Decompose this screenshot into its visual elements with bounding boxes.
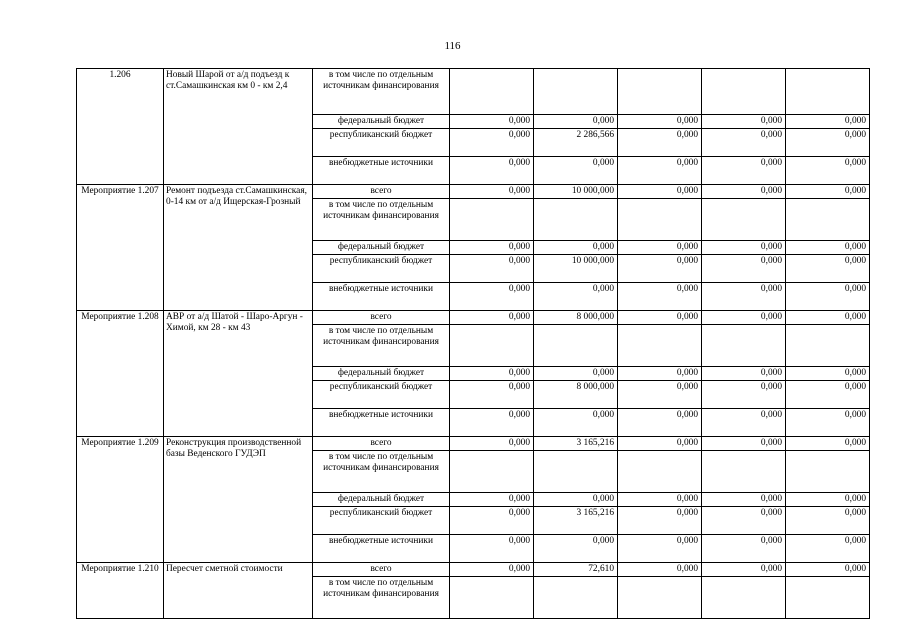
amount-cell: 0,000 bbox=[534, 157, 618, 185]
funding-source-cell: всего bbox=[313, 185, 450, 199]
amount-cell: 0,000 bbox=[618, 535, 702, 563]
amount-cell: 10 000,000 bbox=[534, 255, 618, 283]
amount-cell bbox=[450, 199, 534, 241]
amount-cell: 0,000 bbox=[618, 311, 702, 325]
amount-cell: 0,000 bbox=[534, 493, 618, 507]
measure-id-cell: Мероприятие 1.209 bbox=[77, 437, 164, 563]
amount-cell: 0,000 bbox=[618, 129, 702, 157]
funding-source-cell: республиканский бюджет bbox=[313, 255, 450, 283]
amount-cell: 0,000 bbox=[702, 185, 786, 199]
funding-source-cell: внебюджетные источники bbox=[313, 283, 450, 311]
amount-cell: 0,000 bbox=[534, 241, 618, 255]
amount-cell: 0,000 bbox=[702, 241, 786, 255]
amount-cell: 0,000 bbox=[786, 437, 870, 451]
amount-cell: 2 286,566 bbox=[534, 129, 618, 157]
funding-source-cell: в том числе по отдельным источникам финансирования bbox=[313, 69, 450, 115]
amount-cell: 0,000 bbox=[450, 311, 534, 325]
amount-cell: 0,000 bbox=[450, 535, 534, 563]
amount-cell bbox=[534, 325, 618, 367]
measure-name-cell: Ремонт подъезда ст.Самашкинская, 0-14 км от а/д Ищерская-Грозный bbox=[164, 185, 313, 311]
amount-cell bbox=[534, 577, 618, 619]
amount-cell bbox=[786, 325, 870, 367]
amount-cell: 0,000 bbox=[450, 255, 534, 283]
table-row bbox=[77, 311, 870, 325]
table-row bbox=[77, 185, 870, 199]
amount-cell bbox=[786, 451, 870, 493]
amount-cell bbox=[786, 577, 870, 619]
amount-cell: 0,000 bbox=[702, 283, 786, 311]
amount-cell: 0,000 bbox=[702, 157, 786, 185]
amount-cell: 3 165,216 bbox=[534, 437, 618, 451]
amount-cell: 0,000 bbox=[702, 367, 786, 381]
amount-cell bbox=[618, 69, 702, 115]
amount-cell: 0,000 bbox=[786, 129, 870, 157]
amount-cell bbox=[702, 325, 786, 367]
amount-cell: 0,000 bbox=[618, 157, 702, 185]
amount-cell bbox=[618, 451, 702, 493]
funding-source-cell: внебюджетные источники bbox=[313, 535, 450, 563]
table-row bbox=[77, 437, 870, 451]
amount-cell: 3 165,216 bbox=[534, 507, 618, 535]
amount-cell bbox=[786, 199, 870, 241]
amount-cell bbox=[702, 199, 786, 241]
amount-cell: 0,000 bbox=[618, 437, 702, 451]
funding-source-cell: в том числе по отдельным источникам финансирования bbox=[313, 577, 450, 619]
amount-cell bbox=[534, 451, 618, 493]
amount-cell: 0,000 bbox=[450, 283, 534, 311]
amount-cell bbox=[786, 69, 870, 115]
amount-cell: 0,000 bbox=[534, 535, 618, 563]
amount-cell: 8 000,000 bbox=[534, 381, 618, 409]
amount-cell: 0,000 bbox=[450, 437, 534, 451]
amount-cell: 0,000 bbox=[450, 157, 534, 185]
amount-cell bbox=[618, 199, 702, 241]
amount-cell bbox=[534, 199, 618, 241]
measure-id-cell: 1.206 bbox=[77, 69, 164, 185]
table-row bbox=[77, 563, 870, 577]
amount-cell: 0,000 bbox=[786, 507, 870, 535]
amount-cell: 0,000 bbox=[534, 367, 618, 381]
amount-cell: 0,000 bbox=[786, 185, 870, 199]
amount-cell: 0,000 bbox=[618, 185, 702, 199]
amount-cell: 0,000 bbox=[450, 115, 534, 129]
amount-cell: 0,000 bbox=[534, 409, 618, 437]
amount-cell: 0,000 bbox=[702, 507, 786, 535]
measure-name-cell: Новый Шарой от а/д подъезд к ст.Самашкинская км 0 - км 2,4 bbox=[164, 69, 313, 185]
amount-cell: 0,000 bbox=[618, 563, 702, 577]
amount-cell: 0,000 bbox=[786, 157, 870, 185]
funding-source-cell: внебюджетные источники bbox=[313, 157, 450, 185]
amount-cell: 0,000 bbox=[618, 367, 702, 381]
financing-table bbox=[76, 68, 870, 619]
funding-source-cell: в том числе по отдельным источникам финансирования bbox=[313, 451, 450, 493]
funding-source-cell: республиканский бюджет bbox=[313, 129, 450, 157]
amount-cell: 0,000 bbox=[450, 185, 534, 199]
amount-cell: 0,000 bbox=[534, 115, 618, 129]
funding-source-cell: всего bbox=[313, 563, 450, 577]
amount-cell: 0,000 bbox=[618, 115, 702, 129]
funding-source-cell: республиканский бюджет bbox=[313, 507, 450, 535]
amount-cell: 0,000 bbox=[618, 283, 702, 311]
amount-cell bbox=[702, 69, 786, 115]
amount-cell: 10 000,000 bbox=[534, 185, 618, 199]
amount-cell bbox=[450, 577, 534, 619]
amount-cell: 0,000 bbox=[786, 241, 870, 255]
amount-cell: 0,000 bbox=[534, 283, 618, 311]
amount-cell: 72,610 bbox=[534, 563, 618, 577]
amount-cell bbox=[702, 451, 786, 493]
amount-cell: 0,000 bbox=[786, 311, 870, 325]
amount-cell: 0,000 bbox=[618, 493, 702, 507]
amount-cell bbox=[450, 69, 534, 115]
funding-source-cell: республиканский бюджет bbox=[313, 381, 450, 409]
amount-cell: 0,000 bbox=[786, 367, 870, 381]
amount-cell: 0,000 bbox=[786, 115, 870, 129]
amount-cell: 0,000 bbox=[618, 409, 702, 437]
amount-cell: 0,000 bbox=[702, 535, 786, 563]
amount-cell: 0,000 bbox=[702, 381, 786, 409]
amount-cell: 0,000 bbox=[450, 381, 534, 409]
amount-cell: 0,000 bbox=[450, 241, 534, 255]
measure-id-cell: Мероприятие 1.207 bbox=[77, 185, 164, 311]
amount-cell bbox=[450, 325, 534, 367]
amount-cell: 0,000 bbox=[702, 115, 786, 129]
funding-source-cell: внебюджетные источники bbox=[313, 409, 450, 437]
measure-id-cell: Мероприятие 1.208 bbox=[77, 311, 164, 437]
amount-cell: 0,000 bbox=[786, 255, 870, 283]
amount-cell: 0,000 bbox=[702, 129, 786, 157]
funding-source-cell: всего bbox=[313, 437, 450, 451]
measure-id-cell: Мероприятие 1.210 bbox=[77, 563, 164, 619]
amount-cell: 0,000 bbox=[786, 409, 870, 437]
funding-source-cell: всего bbox=[313, 311, 450, 325]
funding-source-cell: федеральный бюджет bbox=[313, 241, 450, 255]
amount-cell: 0,000 bbox=[702, 493, 786, 507]
amount-cell: 0,000 bbox=[450, 129, 534, 157]
amount-cell bbox=[702, 577, 786, 619]
funding-source-cell: в том числе по отдельным источникам финансирования bbox=[313, 325, 450, 367]
amount-cell: 0,000 bbox=[450, 367, 534, 381]
amount-cell: 0,000 bbox=[786, 563, 870, 577]
measure-name-cell: АВР от а/д Шатой - Шаро-Аргун - Химой, км 28 - км 43 bbox=[164, 311, 313, 437]
amount-cell: 0,000 bbox=[786, 283, 870, 311]
page-number: 116 bbox=[444, 40, 461, 52]
amount-cell: 0,000 bbox=[450, 507, 534, 535]
amount-cell: 0,000 bbox=[618, 507, 702, 535]
funding-source-cell: федеральный бюджет bbox=[313, 367, 450, 381]
table-body bbox=[77, 69, 870, 619]
amount-cell: 8 000,000 bbox=[534, 311, 618, 325]
amount-cell bbox=[534, 69, 618, 115]
amount-cell: 0,000 bbox=[450, 563, 534, 577]
amount-cell bbox=[618, 325, 702, 367]
amount-cell: 0,000 bbox=[450, 409, 534, 437]
amount-cell: 0,000 bbox=[786, 493, 870, 507]
amount-cell: 0,000 bbox=[618, 255, 702, 283]
amount-cell: 0,000 bbox=[618, 241, 702, 255]
measure-name-cell: Пересчет сметной стоимости bbox=[164, 563, 313, 619]
amount-cell: 0,000 bbox=[702, 437, 786, 451]
amount-cell bbox=[618, 577, 702, 619]
amount-cell: 0,000 bbox=[702, 563, 786, 577]
funding-source-cell: федеральный бюджет bbox=[313, 493, 450, 507]
measure-name-cell: Реконструкция производственной базы Веденского ГУДЭП bbox=[164, 437, 313, 563]
amount-cell: 0,000 bbox=[786, 381, 870, 409]
amount-cell: 0,000 bbox=[786, 535, 870, 563]
table-row bbox=[77, 69, 870, 115]
amount-cell: 0,000 bbox=[702, 409, 786, 437]
amount-cell bbox=[450, 451, 534, 493]
funding-source-cell: в том числе по отдельным источникам финансирования bbox=[313, 199, 450, 241]
amount-cell: 0,000 bbox=[702, 255, 786, 283]
amount-cell: 0,000 bbox=[618, 381, 702, 409]
amount-cell: 0,000 bbox=[450, 493, 534, 507]
amount-cell: 0,000 bbox=[702, 311, 786, 325]
funding-source-cell: федеральный бюджет bbox=[313, 115, 450, 129]
